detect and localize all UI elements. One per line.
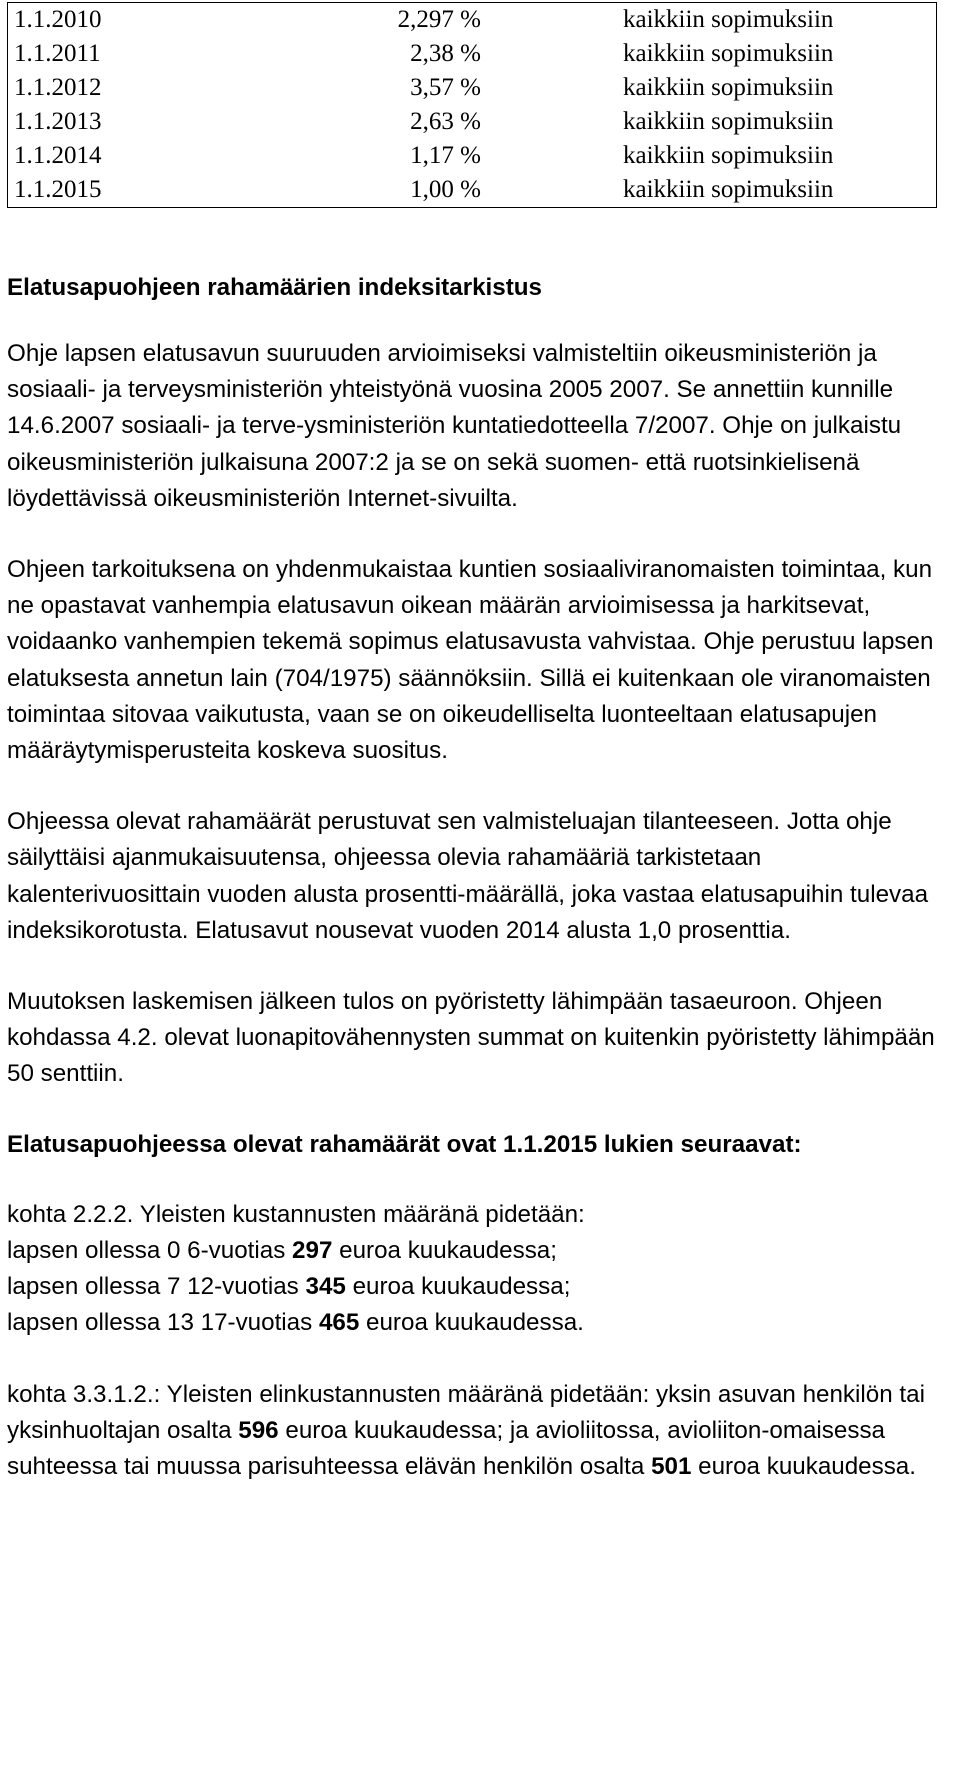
section-heading: Elatusapuohjeen rahamäärien indeksitarkistus bbox=[7, 274, 543, 301]
age-item-text: lapsen ollessa 0 6-vuotias bbox=[7, 1237, 293, 1265]
rate-scope: kaikkiin sopimuksiin bbox=[517, 139, 937, 173]
rate-percent: 2,38 % bbox=[410, 40, 481, 67]
age-item-0-6 bbox=[7, 1233, 947, 1269]
kohta-3312-text-mid: euroa kuukaudessa; ja avioliitossa, avioliiton-omaisessa suhteessa tai muussa parisuhteessa elävän henkilön osalta bbox=[7, 1416, 885, 1481]
rate-scope: kaikkiin sopimuksiin bbox=[517, 37, 937, 71]
age-item-7-12 bbox=[7, 1269, 947, 1305]
rate-date: 1.1.2011 bbox=[8, 37, 156, 71]
age-item-suffix: euroa kuukaudessa. bbox=[359, 1309, 584, 1337]
age-item-13-17 bbox=[7, 1305, 947, 1341]
rate-date: 1.1.2010 bbox=[8, 3, 156, 38]
index-rates-body bbox=[8, 3, 937, 208]
age-item-amount: 465 bbox=[318, 1309, 360, 1337]
rate-percent: 2,297 % bbox=[155, 3, 517, 38]
age-item-text: lapsen ollessa 7 12-vuotias bbox=[7, 1273, 306, 1301]
age-item-amount: 345 bbox=[305, 1273, 346, 1301]
rate-scope: kaikkiin sopimuksiin bbox=[517, 71, 937, 105]
age-item-text: lapsen ollessa 13 17-vuotias bbox=[7, 1309, 319, 1337]
paragraph-rounding: Muutoksen laskemisen jälkeen tulos on pyöristetty lähimpään tasaeuroon. Ohjeen kohdassa 4.2. olevat luonapitovähennysten summat on kuitenkin pyöristetty lähimpään 50 senttiin. bbox=[7, 988, 935, 1088]
rate-date: 1.1.2015 bbox=[8, 173, 156, 208]
age-item-suffix: euroa kuukaudessa; bbox=[345, 1273, 571, 1301]
rate-row bbox=[8, 173, 937, 208]
rate-date: 1.1.2014 bbox=[8, 139, 156, 173]
rate-row bbox=[8, 105, 937, 139]
rate-percent: 3,57 % bbox=[410, 74, 481, 101]
couple-amount: 501 bbox=[651, 1453, 692, 1481]
rate-row bbox=[8, 37, 937, 71]
rate-scope: kaikkiin sopimuksiin bbox=[517, 105, 937, 139]
kohta-222-block bbox=[7, 1197, 947, 1342]
rate-percent: 2,63 % bbox=[410, 108, 481, 135]
paragraph-background: Ohje lapsen elatusavun suuruuden arvioimiseksi valmisteltiin oikeusministeriön ja sosiaali- ja terveysministeriön yhteistyönä vuosina 2005 2007. Se annettiin kunnille 14.6.2007 sosiaali- ja terve-ysministeriön kuntatiedotteella 7/2007. Ohje on julkaistu oikeusministeriön julkaisuna 2007:2 ja se on sekä suomen- että ruotsinkielisenä löydettävissä oikeusministeriön Internet-sivuilta. bbox=[7, 340, 902, 512]
kohta-222-intro: kohta 2.2.2. Yleisten kustannusten määränä pidetään: bbox=[7, 1200, 585, 1228]
rate-row bbox=[8, 71, 937, 105]
rate-date: 1.1.2012 bbox=[8, 71, 156, 105]
rate-row bbox=[8, 139, 937, 173]
index-rates-table bbox=[7, 2, 937, 208]
single-amount: 596 bbox=[238, 1416, 279, 1444]
document-body bbox=[7, 270, 947, 1520]
age-item-suffix: euroa kuukaudessa; bbox=[332, 1237, 557, 1265]
rate-scope: kaikkiin sopimuksiin bbox=[517, 3, 937, 38]
rate-date: 1.1.2013 bbox=[8, 105, 156, 139]
rate-row bbox=[8, 3, 937, 38]
kohta-3312-text: kohta 3.3.1.2.: Yleisten elinkustannusten määränä pidetään: yksin asuvan henkilön tai yksinhuoltajan osalta bbox=[7, 1380, 925, 1444]
rate-percent: 1,00 % bbox=[155, 173, 517, 208]
kohta-3312-text-end: euroa kuukaudessa. bbox=[691, 1453, 916, 1481]
age-item-amount: 297 bbox=[292, 1237, 333, 1265]
amounts-subheading: Elatusapuohjeessa olevat rahamäärät ovat 1.1.2015 lukien seuraavat: bbox=[7, 1130, 802, 1158]
paragraph-amounts-basis: Ohjeessa olevat rahamäärät perustuvat sen valmisteluajan tilanteeseen. Jotta ohje säilyttäisi ajanmukaisuutensa, ohjeessa olevia rahamääriä tarkistetaan kalenterivuosittain vuoden alusta prosentti-määrällä, joka vastaa elatusapuihin tulevaa indeksikorotusta. Elatusavut nousevat vuoden 2014 alusta 1,0 prosenttia. bbox=[7, 808, 929, 944]
rate-scope: kaikkiin sopimuksiin bbox=[517, 173, 937, 208]
rate-percent: 1,17 % bbox=[410, 142, 481, 169]
kohta-3312-block bbox=[7, 1377, 947, 1486]
paragraph-purpose: Ohjeen tarkoituksena on yhdenmukaistaa kuntien sosiaaliviranomaisten toimintaa, kun ne opastavat vanhempia elatusavun oikean määrän arvioimisessa ja harkitsevat, voidaanko vanhempien tekemä sopimus elatusavusta vahvistaa. Ohje perustuu lapsen elatuksesta annetun lain (704/1975) säännöksiin. Sillä ei kuitenkaan ole viranomaisten toimintaa sitovaa vaikutusta, vaan se on oikeudelliselta luonteeltaan elatusapujen määräytymisperusteita koskeva suositus. bbox=[7, 556, 934, 765]
